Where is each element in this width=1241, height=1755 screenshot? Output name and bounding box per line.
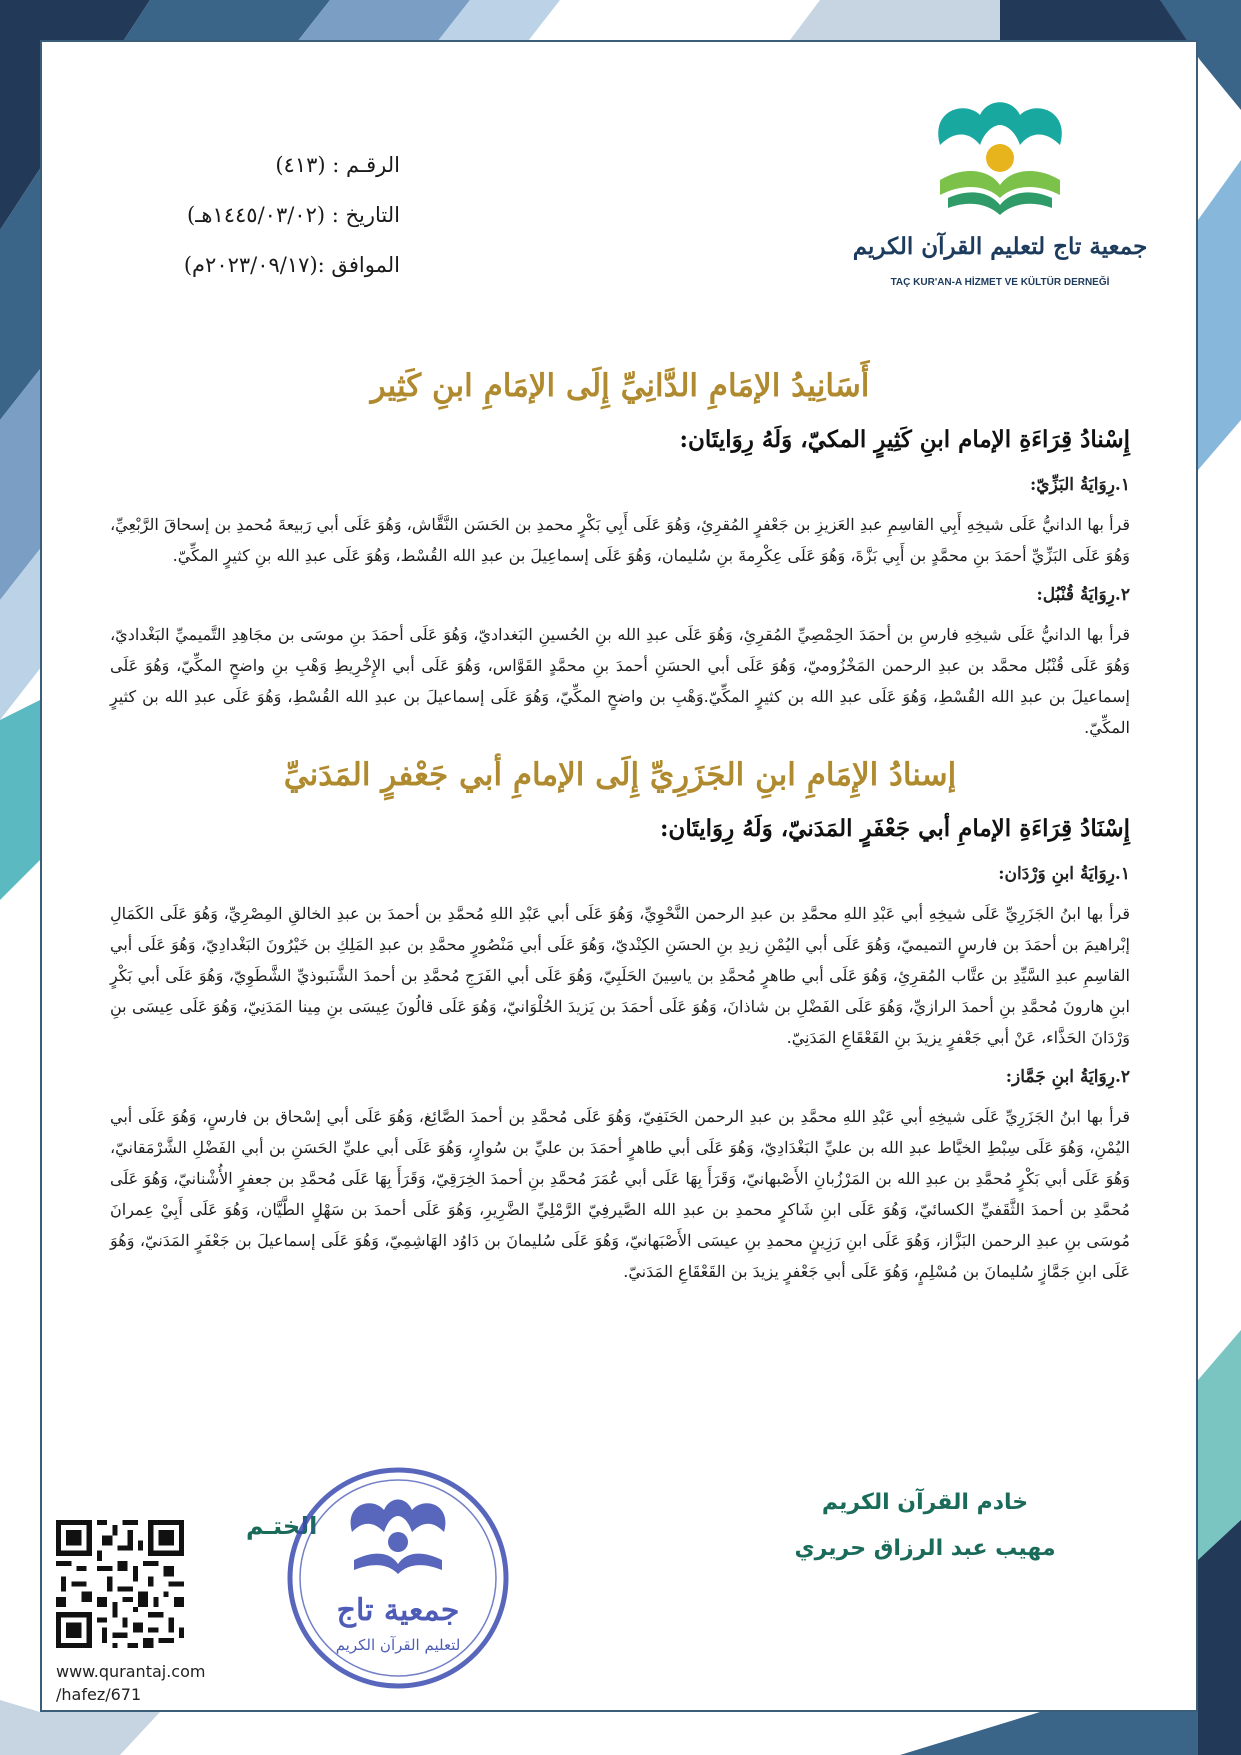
document-body bbox=[110, 368, 1130, 1301]
stamp-text-top: جمعية تاج bbox=[336, 1593, 460, 1628]
signature-title: خادم القرآن الكريم bbox=[821, 1490, 1029, 1515]
website-path[interactable]: /hafez/671 bbox=[56, 1685, 142, 1704]
gregorian-date: الموافق :(٢٠٢٣/٠٩/١٧م) bbox=[183, 253, 400, 277]
section2-riwaya2-text: قرأ بها ابنُ الجَزَرِيِّ عَلَى شيخِهِ أبي عَبْدِ اللهِ محمَّدِ بن عبدِ الرحمن الحَنَفِيّ، وَهُوَ عَلَى مُحمَّدِ بن أحمدَ الصَّائِغ، وَهُوَ عَلَى أبي إسْحاق بن فارسٍ، وَهُوَ عَلَى أبي اليُمْنِ، وَهُوَ عَلَى سِبْطِ الخيَّاط عبدِ الله بن عليِّ البَغْدَادِيّ، وَهُوَ عَلَى أبي طاهرٍ أحمَدَ بن عليِّ بن سُوارٍ، وَهُوَ عَلَى أبي عليِّ الحَسَنِ بن أبي الفَضْلِ الشَّرْمَقانيّ، وَهُوَ عَلَى أبي بَكْرٍ مُحمَّدِ بن عبدِ الله بن المَرْزُبانِ الأَصْبهانيّ، وَقَرَأَ بِهَا عَلَى أبي عُمَرَ مُحمَّدِ بنِ أحمدَ الخِرَقِيّ، وَقَرَأَ بِهَا عَلَى مُحمَّدِ بن جعفرٍ الأُشْنانيّ، وَهُوَ عَلَى مُحمَّدِ بن أحمدَ الثَّقَفيِّ الكسائيّ، وَهُوَ عَلَى ابنِ شَاكرٍ محمدِ بن عبدِ الله الصَّيرفِيّ الرَّمْلِيِّ الضَّرِيرِ، وَهُوَ عَلَى أحمدَ بن سَهْلٍ الطَّيَّان، وَهُوَ عَلَى أَبِيْ عِمرانَ مُوسَى بنِ عبدِ الرحمن البَزَّاز، وَهُوَ عَلَى ابنِ رَزِينٍ محمدِ بنِ عيسَى الأَصْبَهانيّ، وَهُوَ عَلَى سُليمانَ بن دَاوُد الهَاشِمِيّ، وَهُوَ عَلَى إسماعيلَ بن جَعْفَرٍ المَدَنيّ، وَهُوَ عَلَى ابنِ جَمَّازٍ سُليمانَ بن مُسْلِمٍ، وَهُوَ عَلَى أبي جَعْفرٍ يزيدَ بن القَعْقَاعِ المَدَنيّ. bbox=[110, 1107, 1131, 1281]
hijri-date: التاريخ : (١٤٤٥/٠٣/٠٢هـ) bbox=[187, 203, 400, 227]
document-meta bbox=[130, 140, 400, 290]
section2-riwaya1-heading: ١.رِوَايَةُ ابنِ وَرْدَان: bbox=[998, 864, 1130, 884]
section2-riwaya2-heading: ٢.رِوَايَةُ ابنِ جَمَّاز: bbox=[1005, 1067, 1130, 1087]
organization-stamp bbox=[282, 1462, 514, 1694]
qr-code[interactable] bbox=[56, 1520, 184, 1648]
logo-latin-name: TAÇ KUR'AN-A HİZMET VE KÜLTÜR DERNEĞİ bbox=[890, 277, 1110, 288]
signature-name: مهيب عبد الرزاق حريري bbox=[794, 1536, 1056, 1561]
stamp-label: الختـم bbox=[246, 1512, 318, 1540]
logo-arabic-name: جمعية تاج لتعليم القرآن الكريم bbox=[852, 233, 1148, 260]
section1-title: أَسَانِيدُ الإمَامِ الدَّانِيِّ إِلَى الإمَامِ ابنِ كَثِير bbox=[370, 368, 870, 404]
section1-isnad-heading: إِسْنادُ قِرَاءَةِ الإمام ابنِ كَثِيرٍ المكيّ، وَلَهُ رِوَايتَان: bbox=[679, 426, 1130, 453]
website-domain[interactable]: www.qurantaj.com bbox=[56, 1662, 206, 1681]
website-link[interactable] bbox=[56, 1660, 205, 1706]
section2-isnad-heading: إِسْنَادُ قِرَاءَةِ الإمامِ أبي جَعْفَرٍ المَدَنيّ، وَلَهُ رِوَايتَان: bbox=[659, 815, 1130, 842]
organization-logo bbox=[852, 70, 1148, 310]
section1-riwaya2-text: قرأ بها الدانيُّ عَلَى شيخِهِ فارسِ بن أحمَدَ الحِمْصِيِّ المُقرِئِ، وَهُوَ عَلَى عبدِ الله بنِ الحُسينِ البَغداديّ، وَهُوَ عَلَى أحمَدَ بنِ موسَى بن مجَاهِدِ التَّميميِّ البَغْداديّ، وَهُوَ عَلَى قُنْبُل محمَّد بن عبدِ الرحمن المَخْزُوميّ، وَهُوَ عَلَى أبي الحسَنِ أحمدَ بنِ محمَّدٍ القَوَّاس، وَهُوَ عَلَى أبي الإِخْرِيطِ وَهْبِ بنِ واضحٍ المكِّيّ، وَهُوَ عَلَى إسماعيلَ بن عبدِ الله القُسْطِ، وَهُوَ عَلَى عبدِ الله بن كثيرٍ المكِّيّ.وَهْبِ بن واضحٍ المكِّيّ، وَهُوَ عَلَى إسماعيلَ بن عبدِ الله القُسْطِ، وَهُوَ عَلَى عبدِ الله بن كثيرٍ المكِّيّ. bbox=[110, 625, 1130, 737]
section1-riwaya2-heading: ٢.رِوَايَةُ قُنْبُل: bbox=[1036, 585, 1130, 605]
reference-number: الرقـم : (٤١٣) bbox=[275, 153, 400, 177]
section2-title: إسنادُ الإِمَامِ ابنِ الجَزَرِيِّ إِلَى الإمامِ أبي جَعْفرٍ المَدَنيِّ bbox=[283, 757, 957, 793]
section1-riwaya1-heading: ١.رِوَايَةُ البَزِّيّ: bbox=[1030, 475, 1130, 495]
signature-block bbox=[790, 1480, 1060, 1572]
section2-riwaya1-text: قرأ بها ابنُ الجَزَرِيِّ عَلَى شيخِهِ أبي عَبْدِ اللهِ محمَّدِ بن عبدِ الرحمن النَّحْوِيِّ، وَهُوَ عَلَى أبي عَبْدِ اللهِ مُحمَّدِ بن أحمدَ بن عبدِ الخالقِ المِصْرِيِّ، وَهُوَ عَلَى الكَمَالِ إبْراهيمَ بن أحمَدَ بن فارسٍ التميميّ، وَهُوَ عَلَى أبي اليُمْنِ زيدِ بنِ الحسَنِ الكِنْديّ، وَهُوَ عَلَى أبي مَنْصُورٍ محمَّدِ بن عبدِ المَلِكِ بن خَيْرُونَ البَغْدادِيّ، وَهُوَ عَلَى أبي القاسِمِ عبدِ السَّيِّدِ بن عتَّاب المُقرِئِ، وَهُوَ عَلَى أبي طاهرٍ مُحمَّدِ بن ياسِينَ الحَلَبِيّ، وَهُوَ عَلَى أبي الفَرَجِ مُحمَّدِ بن أحمدَ الشَّنَبوذيِّ الشَّطَوِيّ، وَهُوَ عَلَى أبي بَكْرٍ ابنِ هارونَ مُحمَّدِ بنِ أحمدَ الرازيِّ، وَهُوَ عَلَى الفَضْلِ بن شاذانَ، وَهُوَ عَلَى أحمَدَ بن يَزيدَ الحُلْوَانيّ، وَهُوَ عَلَى قالُونَ عِيسَى بنِ مِينا المَدَنِيّ، وَهُوَ عَلَى عِيسَى بنِ وَرْدَانَ الحَذَّاء، عَنْ أبي جَعْفرٍ يزيدَ بنِ القَعْقَاعِ المَدَنِيّ. bbox=[110, 904, 1130, 1047]
section1-riwaya1-text: قرأ بها الدانيُّ عَلَى شيخِهِ أَبِي القاسِمِ عبدِ العَزيزِ بن جَعْفرٍ المُقرِئِ، وَهُوَ عَلَى أَبِي بَكْرٍ محمدِ بن الحَسَن النَّقَّاش، وَهُوَ عَلَى أبي رَبيعةَ مُحمدِ بن إسحاقَ الرَّبْعِيِّ، وَهُوَ عَلَى البَزِّيِّ أحمَدَ بنِ محمَّدٍ بن أَبِي بَزَّةَ، وَهُوَ عَلَى عِكْرِمةَ بنِ سُليمان، وَهُوَ عَلَى إسماعِيلَ بن عبدِ الله القُسْط، وَهُوَ عَلَى عبدِ الله بنِ كثيرٍ المكِّيّ. bbox=[110, 515, 1130, 565]
stamp-text-bottom: لتعليم القرآن الكريم bbox=[335, 1636, 461, 1654]
